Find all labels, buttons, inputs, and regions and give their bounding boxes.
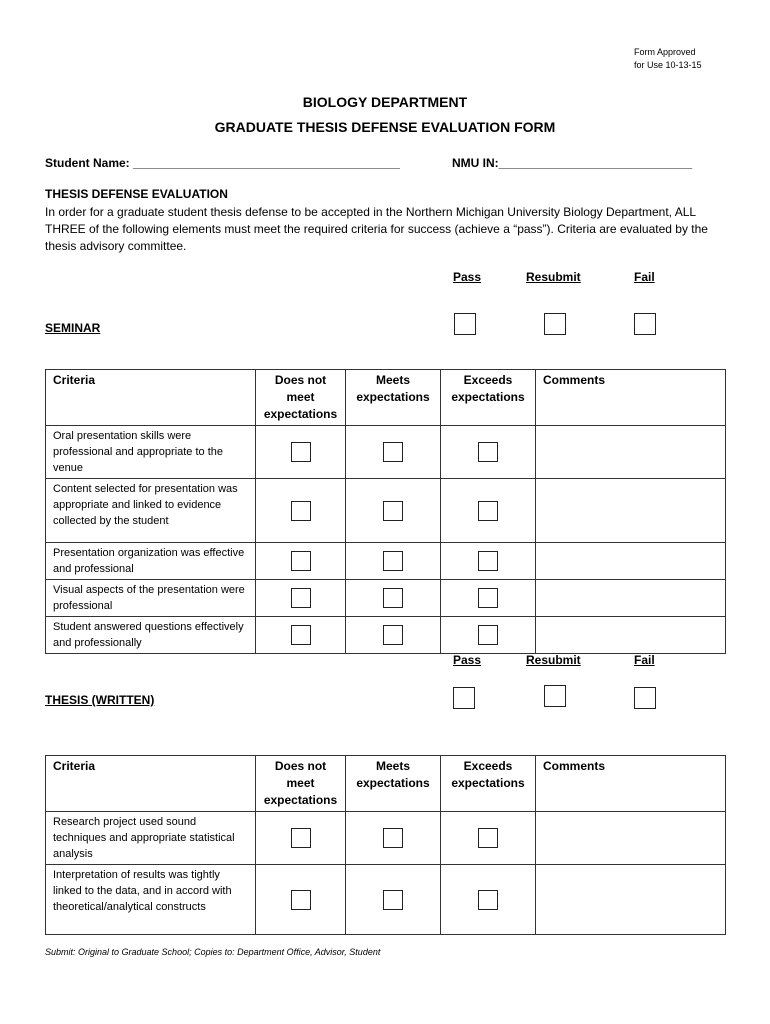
seminar-section-label: SEMINAR xyxy=(45,321,101,335)
exceeds-header: Exceeds expectations xyxy=(441,756,536,812)
table-row xyxy=(46,812,726,865)
exceeds-checkbox[interactable] xyxy=(478,625,498,645)
does-not-meet-checkbox[interactable] xyxy=(291,890,311,910)
thesis-fail-header: Fail xyxy=(634,653,655,667)
meets-checkbox[interactable] xyxy=(383,890,403,910)
comments-cell[interactable] xyxy=(536,479,726,543)
does-not-meet-header: Does not meet expectations xyxy=(256,370,346,426)
thesis-criteria-table xyxy=(45,755,726,935)
comments-cell[interactable] xyxy=(536,812,726,865)
comments-cell[interactable] xyxy=(536,426,726,479)
thesis-resubmit-checkbox[interactable] xyxy=(544,685,566,707)
table-row xyxy=(46,617,726,654)
seminar-fail-checkbox[interactable] xyxy=(634,313,656,335)
meets-checkbox[interactable] xyxy=(383,588,403,608)
does-not-meet-checkbox[interactable] xyxy=(291,588,311,608)
comments-header: Comments xyxy=(536,370,726,426)
criteria-header: Criteria xyxy=(46,370,256,426)
exceeds-checkbox[interactable] xyxy=(478,551,498,571)
form-approved-note xyxy=(634,46,702,72)
meets-checkbox[interactable] xyxy=(383,501,403,521)
criteria-text: Student answered questions effectively and professionally xyxy=(46,617,256,654)
comments-cell[interactable] xyxy=(536,580,726,617)
comments-cell[interactable] xyxy=(536,865,726,935)
meets-checkbox[interactable] xyxy=(383,828,403,848)
approved-line-2: for Use 10-13-15 xyxy=(634,60,702,70)
seminar-criteria-table xyxy=(45,369,726,654)
comments-header: Comments xyxy=(536,756,726,812)
approved-line-1: Form Approved xyxy=(634,47,696,57)
nmu-in-field[interactable]: NMU IN:_____________________________ xyxy=(452,156,693,170)
does-not-meet-checkbox[interactable] xyxy=(291,551,311,571)
does-not-meet-checkbox[interactable] xyxy=(291,442,311,462)
criteria-header: Criteria xyxy=(46,756,256,812)
seminar-pass-checkbox[interactable] xyxy=(454,313,476,335)
submission-footer: Submit: Original to Graduate School; Copies to: Department Office, Advisor, Student xyxy=(45,947,381,957)
exceeds-checkbox[interactable] xyxy=(478,890,498,910)
does-not-meet-checkbox[interactable] xyxy=(291,828,311,848)
criteria-text: Content selected for presentation was appropriate and linked to evidence collected by the student xyxy=(46,479,256,543)
does-not-meet-header: Does not meet expectations xyxy=(256,756,346,812)
exceeds-checkbox[interactable] xyxy=(478,501,498,521)
table-row xyxy=(46,479,726,543)
meets-checkbox[interactable] xyxy=(383,551,403,571)
thesis-section-label: THESIS (WRITTEN) xyxy=(45,693,155,707)
thesis-pass-checkbox[interactable] xyxy=(453,687,475,709)
evaluation-intro: In order for a graduate student thesis defense to be accepted in the Northern Michigan University Biology Department, ALL THREE of the following elements must meet the required criteria for success (achieve a “pass”). Criteria are evaluated by the thesis advisory committee. xyxy=(45,205,708,253)
seminar-pass-header: Pass xyxy=(453,270,482,284)
meets-header: Meets expectations xyxy=(346,370,441,426)
criteria-text: Research project used sound techniques and appropriate statistical analysis xyxy=(46,812,256,865)
meets-header: Meets expectations xyxy=(346,756,441,812)
exceeds-header: Exceeds expectations xyxy=(441,370,536,426)
criteria-text: Oral presentation skills were professional and appropriate to the venue xyxy=(46,426,256,479)
thesis-resubmit-header: Resubmit xyxy=(526,653,581,667)
criteria-text: Interpretation of results was tightly linked to the data, and in accord with theoretical/analytical constructs xyxy=(46,865,256,935)
does-not-meet-checkbox[interactable] xyxy=(291,501,311,521)
thesis-pass-header: Pass xyxy=(453,653,482,667)
exceeds-checkbox[interactable] xyxy=(478,828,498,848)
table-row xyxy=(46,865,726,935)
exceeds-checkbox[interactable] xyxy=(478,442,498,462)
meets-checkbox[interactable] xyxy=(383,442,403,462)
criteria-text: Visual aspects of the presentation were professional xyxy=(46,580,256,617)
table-row xyxy=(46,580,726,617)
table-row xyxy=(46,426,726,479)
comments-cell[interactable] xyxy=(536,617,726,654)
student-name-field[interactable]: Student Name: ________________________________________ xyxy=(45,156,400,170)
seminar-resubmit-checkbox[interactable] xyxy=(544,313,566,335)
seminar-table-header-row xyxy=(46,370,726,426)
seminar-fail-header: Fail xyxy=(634,270,655,284)
thesis-fail-checkbox[interactable] xyxy=(634,687,656,709)
criteria-text: Presentation organization was effective and professional xyxy=(46,543,256,580)
does-not-meet-checkbox[interactable] xyxy=(291,625,311,645)
seminar-resubmit-header: Resubmit xyxy=(526,270,581,284)
comments-cell[interactable] xyxy=(536,543,726,580)
meets-checkbox[interactable] xyxy=(383,625,403,645)
form-title: GRADUATE THESIS DEFENSE EVALUATION FORM xyxy=(214,119,556,135)
thesis-table-header-row xyxy=(46,756,726,812)
evaluation-heading: THESIS DEFENSE EVALUATION xyxy=(45,187,228,201)
table-row xyxy=(46,543,726,580)
department-title: BIOLOGY DEPARTMENT xyxy=(302,94,468,110)
exceeds-checkbox[interactable] xyxy=(478,588,498,608)
